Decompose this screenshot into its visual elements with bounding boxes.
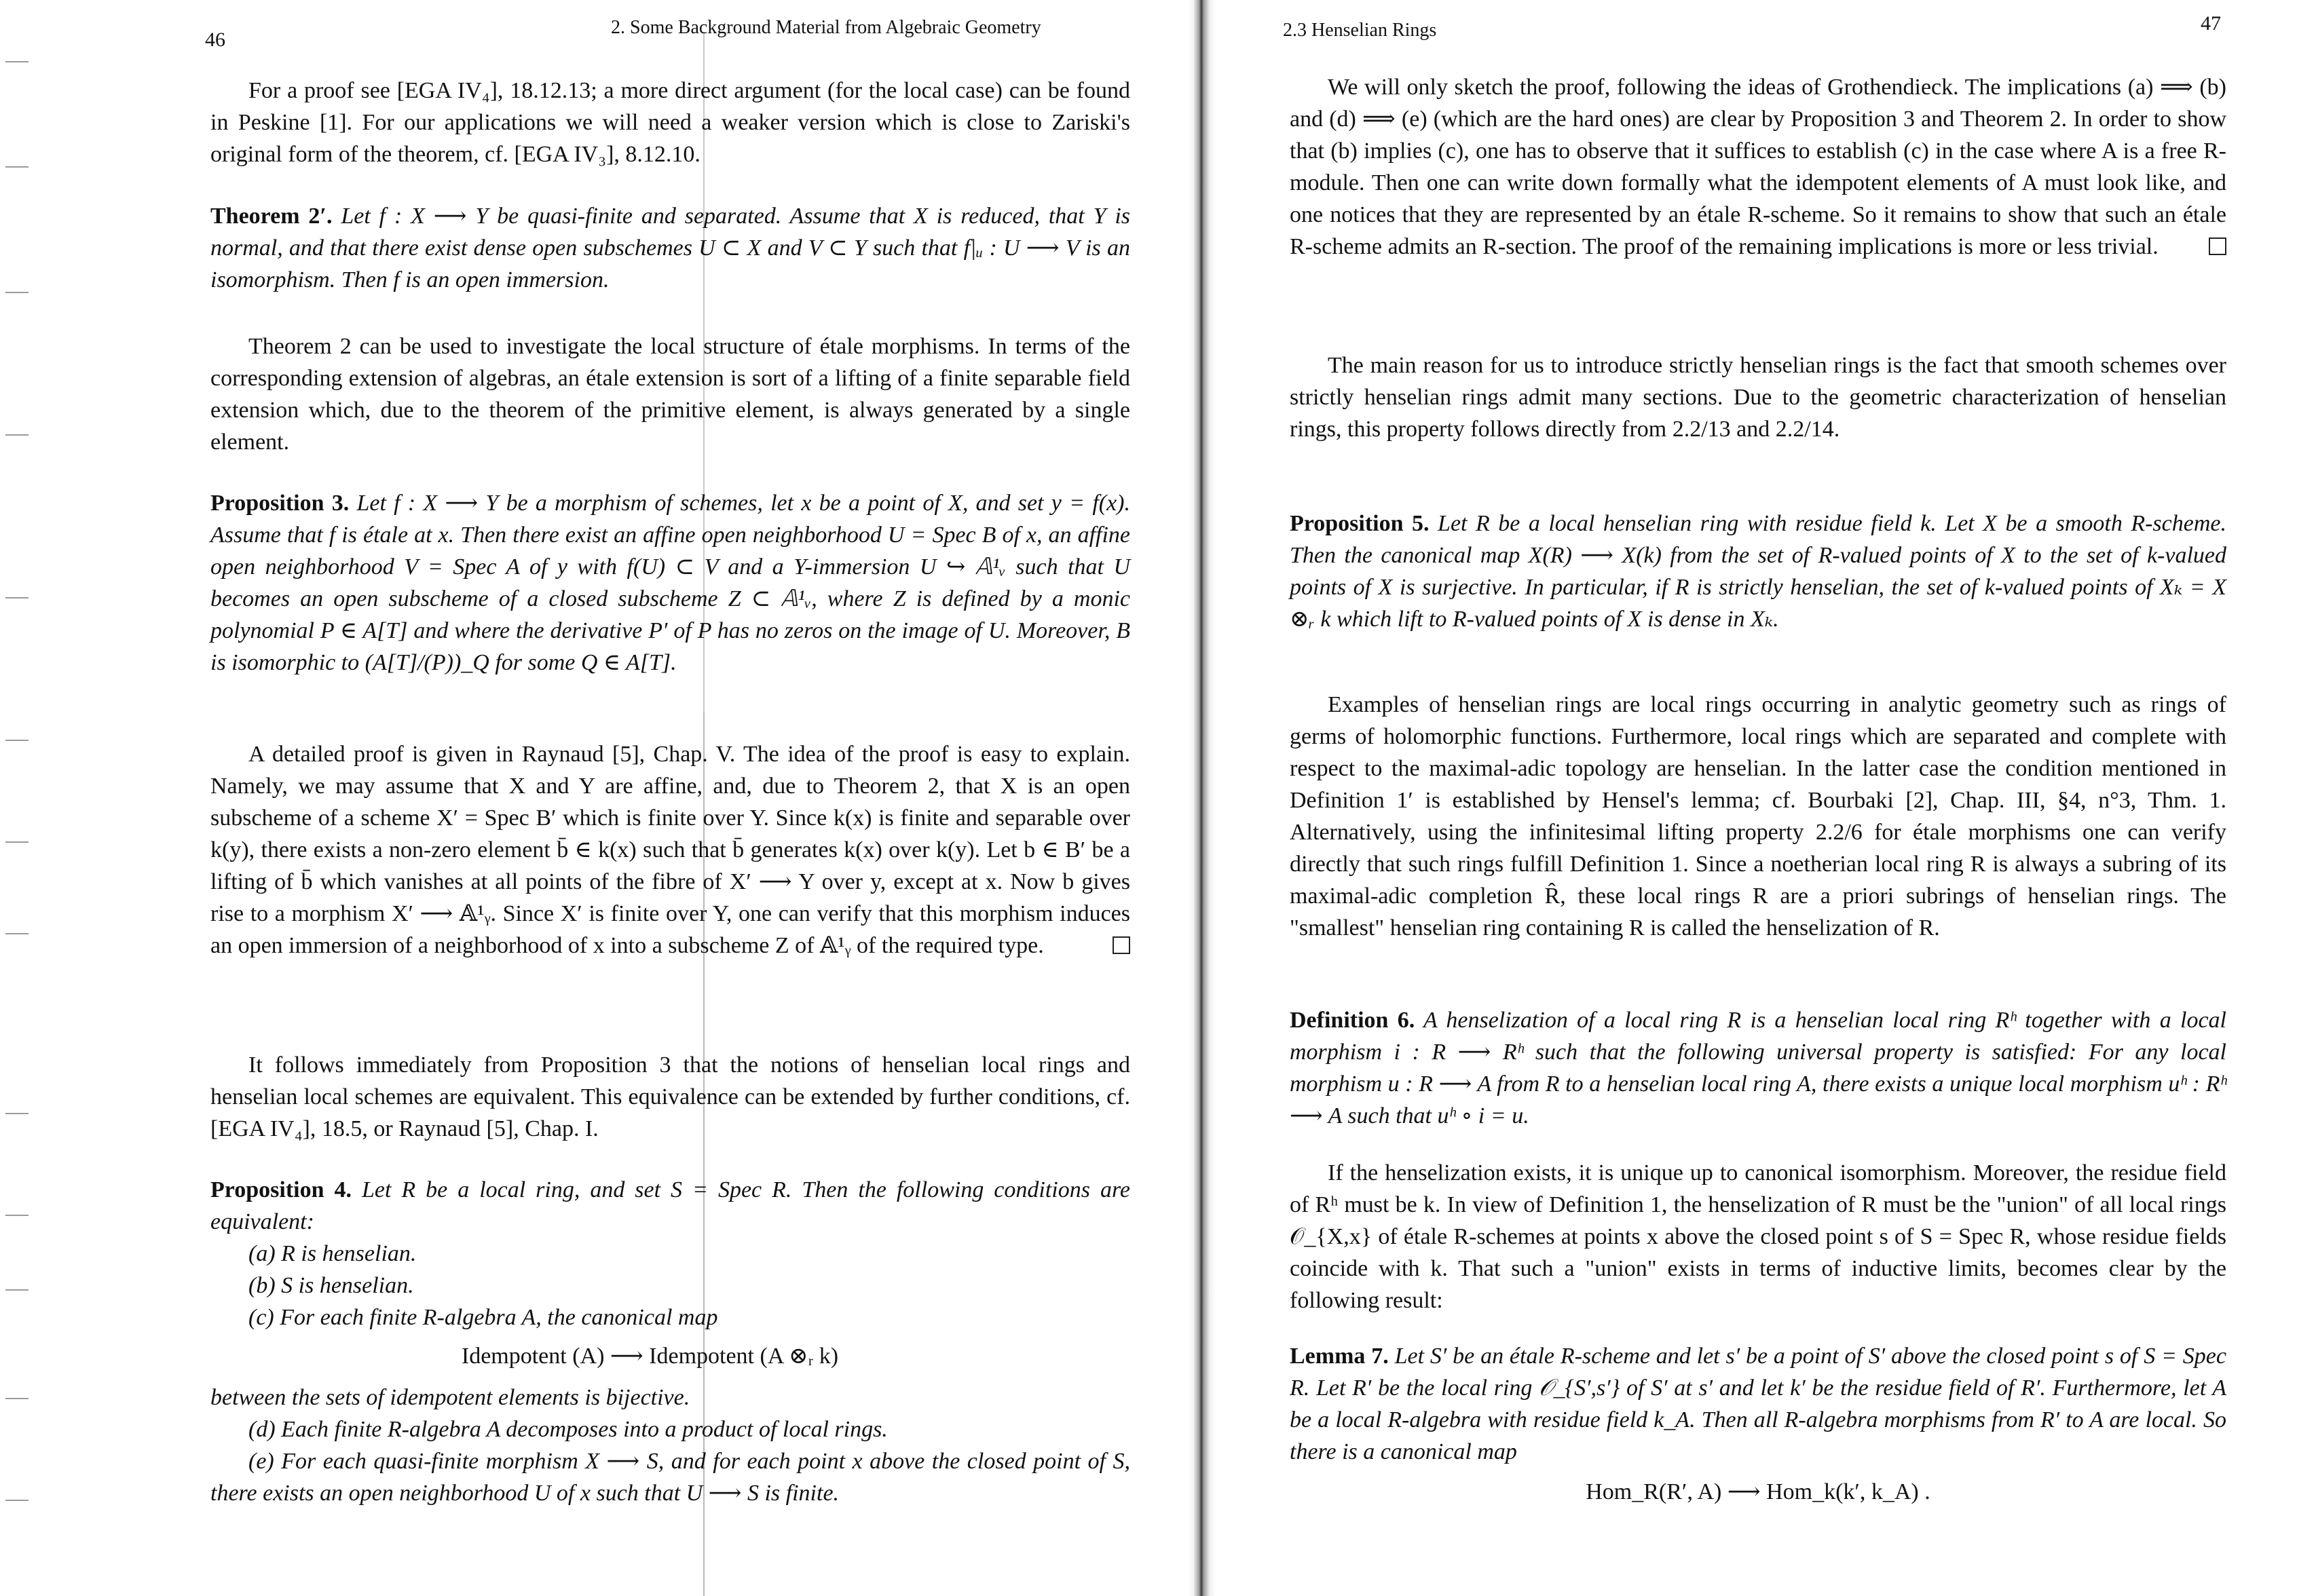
qed-square-icon — [2209, 238, 2226, 255]
display-formula: Idempotent (A) ⟶ Idempotent (A ⊗ᵣ k) — [461, 1344, 839, 1369]
page-number: 46 — [205, 28, 225, 51]
proposition-body: Let R be a local ring, and set S = Spec R. Then the following conditions are equivalent: — [210, 1177, 1131, 1234]
paragraph-examples: Examples of henselian rings are local rings occurring in analytic geometry such as rings of germs of holomorphic functions. Furthermore, local rings which are separated and complete with respect to the maximal-adic topology are henselian. In the latter case the condition mentioned in Definition 1′ is established by Hensel's lemma; cf. Bourbaki [2], Chap. III, §4, n°3, Thm. 1. Alternatively, using the infinitesimal lifting property 2.2/6 for étale morphisms one can verify directly that such rings fulfill Definition 1. Since a noetherian local ring R is always a subring of its maximal-adic completion R̂, these local rings R are a priori subrings of henselian rings. The "smallest" henselian ring containing R is called the henselization of R. — [1290, 692, 2226, 940]
running-head: 2.3 Henselian Rings — [1283, 20, 1437, 41]
paragraph-equivalence: It follows immediately from Proposition 3 that the notions of henselian local rings and henselian local schemes are equivalent. This equivalence can be extended by further conditions, cf. [EGA IV₄], 18.5, or Raynaud [5], Chap. I. — [210, 1052, 1130, 1141]
proposition-continuation: between the sets of idempotent elements is bijective. — [210, 1385, 690, 1410]
theorem-heading: Theorem 2′. — [210, 204, 333, 229]
definition-body: A henselization of a local ring R is a henselian local ring Rʰ together with a local morphism i : R ⟶ Rʰ such that the following universal property is satisfied: For any local morphism u : R ⟶ A from R to a henselian local ring A, there exists a unique local morphism uʰ : Rʰ ⟶ A such that uʰ ∘ i = u. — [1290, 1008, 2226, 1128]
paragraph-intro: For a proof see [EGA IV₄], 18.12.13; a more direct argument (for the local case) can be found in Peskine [1]. For our applications we will need a weaker version which is close to Zariski's original form of the theorem, cf. [EGA IV₃], 8.12.10. — [210, 78, 1130, 167]
list-item: (d) Each finite R-algebra A decomposes into a product of local rings. — [248, 1417, 888, 1442]
proposition-4 — [210, 1174, 1130, 1509]
book-gutter — [1188, 0, 1215, 1596]
page-number: 47 — [2201, 12, 2221, 35]
proposition-heading: Proposition 4. — [210, 1177, 352, 1202]
paragraph-henselization-union: If the henselization exists, it is unique up to canonical isomorphism. Moreover, the residue field of Rʰ must be k. In view of Definition 1, the henselization of R must be the "union" of all local rings 𝒪_{X,x} of étale R-schemes at points x above the closed point s of S = Spec R, whose residue fields coincide with k. That such a "union" exists in terms of inductive limits, becomes clear by the following result: — [1290, 1160, 2226, 1313]
lemma-heading: Lemma 7. — [1290, 1344, 1389, 1369]
list-item: (c) For each finite R-algebra A, the canonical map — [248, 1305, 718, 1330]
proposition-heading: Proposition 3. — [210, 491, 350, 516]
paragraph-etale-structure: Theorem 2 can be used to investigate the local structure of étale morphisms. In terms of the corresponding extension of algebras, an étale extension is sort of a lifting of a finite separable field extension which, due to the theorem of the primitive element, is always generated by a single element. — [210, 334, 1130, 455]
definition-heading: Definition 6. — [1290, 1008, 1415, 1033]
definition-6 — [1290, 1004, 2226, 1132]
list-item: (a) R is henselian. — [248, 1241, 417, 1266]
proposition-heading: Proposition 5. — [1290, 511, 1430, 536]
proposition-body: Let R be a local henselian ring with residue field k. Let X be a smooth R-scheme. Then the canonical map X(R) ⟶ X(k) from the set of R-valued points of X to the set of k-valued points of X is surjective. In particular, if R is strictly henselian, the set of k-valued points of Xₖ = X ⊗ᵣ k which lift to R-valued points of X is dense in Xₖ. — [1290, 511, 2226, 632]
right-page — [1215, 0, 2297, 1596]
proof-sketch — [1290, 71, 2226, 263]
margin-scan-marks — [0, 0, 41, 1596]
paragraph-strictly-henselian: The main reason for us to introduce strictly henselian rings is the fact that smooth schemes over strictly henselian rings admit many sections. Due to the geometric characterization of henselian rings, this property follows directly from 2.2/13 and 2.2/14. — [1290, 353, 2226, 442]
proof-proposition-3 — [210, 738, 1130, 962]
qed-square-icon — [1113, 936, 1130, 954]
list-item: (e) For each quasi-finite morphism X ⟶ S, and for each point x above the closed point of S, there exists an open neighborhood U of x such that U ⟶ S is finite. — [210, 1449, 1130, 1506]
theorem-body: Let f : X ⟶ Y be quasi-finite and separated. Assume that X is reduced, that Y is normal, and that there exist dense open subschemes U ⊂ X and V ⊂ Y such that f|ᵤ : U ⟶ V is an isomorphism. Then f is an open immersion. — [210, 204, 1131, 292]
proposition-body: Let f : X ⟶ Y be a morphism of schemes, let x be a point of X, and set y = f(x). Assume that f is étale at x. Then there exist an affine open neighborhood U = Spec B of x, an affine open neighborhood V = Spec A of y with f(U) ⊂ V and a Y-immersion U ↪ 𝔸¹ᵥ such that U becomes an open subscheme of a closed subscheme Z ⊂ 𝔸¹ᵥ, where Z is defined by a monic polynomial P ∈ A[T] and where the derivative P′ of P has no zeros on the image of U. Moreover, B is isomorphic to (A[T]/(P))_Q for some Q ∈ A[T]. — [210, 491, 1131, 675]
proposition-5 — [1290, 508, 2226, 635]
lemma-body: Let S′ be an étale R-scheme and let s′ be a point of S′ above the closed point s of S = Spec R. Let R′ be the local ring 𝒪_{S′,s′} of S′ at s′ and let k′ be the residue field of R′. Furthermore, let A be a local R-algebra with residue field k_A. Then all R-algebra morphisms from R′ to A are local. So there is a canonical map — [1290, 1344, 2226, 1464]
theorem-2-prime — [210, 200, 1130, 296]
list-item: (b) S is henselian. — [248, 1273, 414, 1298]
paragraph-sketch: We will only sketch the proof, following the ideas of Grothendieck. The implications (a) ⟹ (b) and (d) ⟹ (e) (which are the hard ones) are clear by Proposition 3 and Theorem 2. In order to show that (b) implies (c), one has to observe that it suffices to establish (c) in the case where A is a free R-module. Then one can write down formally what the idempotent elements of A must look like, and one notices that they are represented by an étale R-scheme. So it remains to show that such an étale R-scheme admits an R-section. The proof of the remaining implications is more or less trivial. — [1290, 75, 2226, 259]
proposition-3 — [210, 487, 1130, 679]
paragraph-proof: A detailed proof is given in Raynaud [5], Chap. V. The idea of the proof is easy to explain. Namely, we may assume that X and Y are affine, and, due to Theorem 2, that X is an open subscheme of a scheme X′ = Spec B′ which is finite over Y. Since k(x) is finite and separable over k(y), there exists a non-zero element b̄ ∈ k(x) such that b̄ generates k(x) over k(y). Let b ∈ B′ be a lifting of b̄ which vanishes at all points of the fibre of X′ ⟶ Y over y, except at x. Now b gives rise to a morphism X′ ⟶ 𝔸¹ᵧ. Since X′ is finite over Y, one can verify that this morphism induces an open immersion of a neighborhood of x into a subscheme Z of 𝔸¹ᵧ of the required type. — [210, 742, 1130, 958]
running-head: 2. Some Background Material from Algebraic Geometry — [611, 17, 1041, 38]
lemma-7 — [1290, 1340, 2226, 1508]
display-formula: Hom_R(R′, A) ⟶ Hom_k(k′, k_A) . — [1586, 1479, 1930, 1504]
